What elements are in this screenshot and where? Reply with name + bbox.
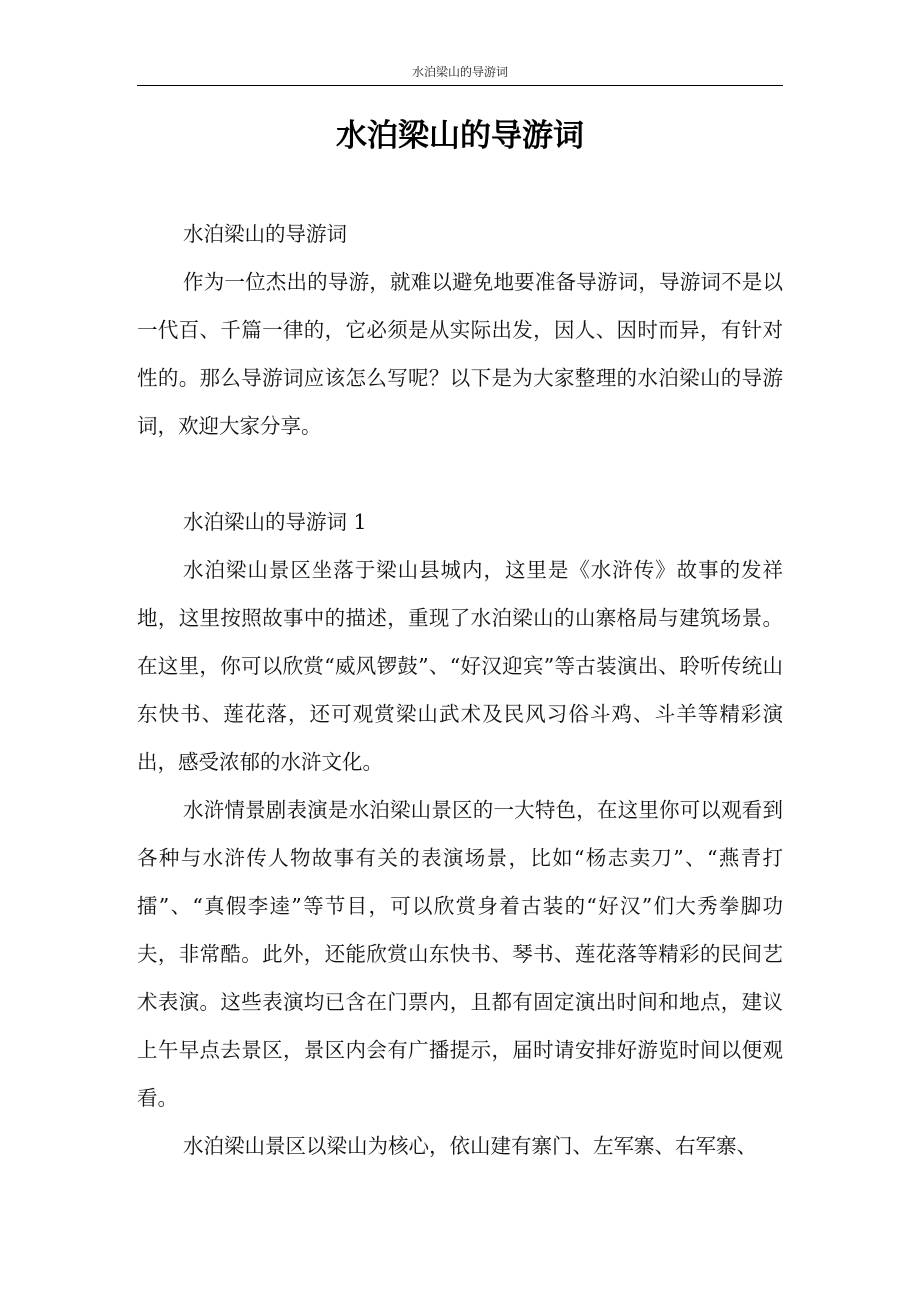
section-heading: 水泊梁山的导游词 1 — [183, 510, 367, 534]
body-paragraph-3: 水泊梁山景区以梁山为核心，依山建有寨门、左军寨、右军寨、 — [183, 1134, 757, 1158]
running-header: 水泊梁山的导游词 — [411, 65, 508, 79]
intro-paragraph: 作为一位杰出的导游，就难以避免地要准备导游词，导游词不是以一代百、千篇一律的，它必须是从实际出发，因人、因时而异，有针对性的。那么导游词应该怎么写呢？以下是为大家整理的水泊梁山的导游词，欢迎大家分享。 — [137, 270, 783, 438]
body-paragraph-1: 水泊梁山景区坐落于梁山县城内，这里是《水浒传》故事的发祥地，这里按照故事中的描述，重现了水泊梁山的山寨格局与建筑场景。在这里，你可以欣赏“威风锣鼓”、“好汉迎宾”等古装演出、聆听传统山东快书、莲花落，还可观赏梁山武术及民风习俗斗鸡、斗羊等精彩演出，感受浓郁的水浒文化。 — [137, 558, 783, 774]
body-paragraph-2: 水浒情景剧表演是水泊梁山景区的一大特色，在这里你可以观看到各种与水浒传人物故事有关的表演场景，比如“杨志卖刀”、“燕青打擂”、“真假李逵”等节目，可以欣赏身着古装的“好汉”们大秀拳脚功夫，非常酷。此外，还能欣赏山东快书、琴书、莲花落等精彩的民间艺术表演。这些表演均已含在门票内，且都有固定演出时间和地点，建议上午早点去景区，景区内会有广播提示，届时请安排好游览时间以便观看。 — [137, 798, 783, 1110]
subtitle-line: 水泊梁山的导游词 — [183, 222, 347, 246]
document-title: 水泊梁山的导游词 — [336, 118, 584, 154]
document-body — [137, 210, 783, 1170]
header-rule — [137, 85, 783, 86]
paragraph-gap — [137, 450, 783, 498]
